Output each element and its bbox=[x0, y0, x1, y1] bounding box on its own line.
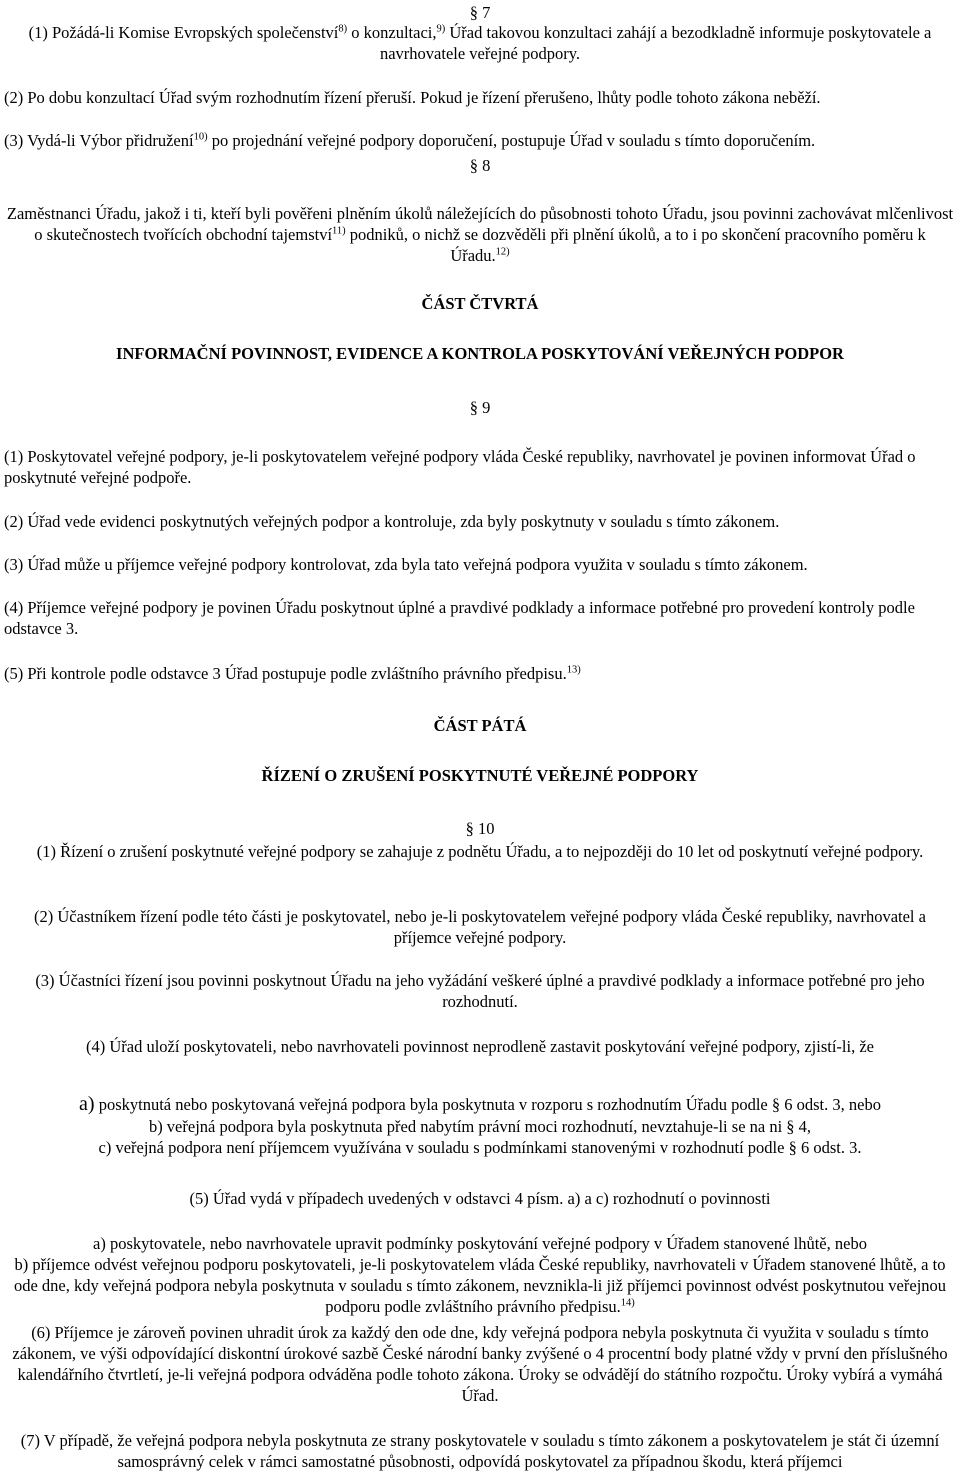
s9-paragraph-4: (4) Příjemce veřejné podpory je povinen Úřadu poskytnout úplné a pravdivé podklady a informace potřebné pro provedení kontroly podle odstavce 3. bbox=[4, 598, 915, 638]
s10-item-b: b) veřejná podpora byla poskytnuta před nabytím právní moci rozhodnutí, nevztahuje-li se na ni § 4, bbox=[148, 1117, 812, 1136]
part-4-title: ČÁST ČTVRTÁ bbox=[421, 294, 539, 313]
s7-paragraph-2: (2) Po dobu konzultací Úřad svým rozhodnutím řízení přeruší. Pokud je řízení přerušeno, lhůty podle tohoto zákona neběží. bbox=[4, 88, 821, 107]
s9-paragraph-1: (1) Poskytovatel veřejné podpory, je-li poskytovatelem veřejné podpory vláda České republiky, navrhovatel je povinen informovat Úřad o poskytnuté veřejné podpoře. bbox=[4, 447, 916, 487]
section-7-heading: § 7 bbox=[469, 3, 491, 22]
s10-paragraph-1: (1) Řízení o zrušení poskytnuté veřejné podpory se zahajuje z podnětu Úřadu, a to nejpozději do 10 let od poskytnutí veřejné podpory. bbox=[36, 842, 924, 861]
s10-item-c: c) veřejná podpora není příjemcem využívána v souladu s podmínkami stanovenými v rozhodnutí podle § 6 odst. 3. bbox=[98, 1138, 862, 1157]
footnote-ref: 8) bbox=[338, 23, 348, 35]
footnote-ref: 12) bbox=[495, 246, 510, 258]
footnote-ref: 10) bbox=[193, 131, 208, 143]
s10-paragraph-4: (4) Úřad uloží poskytovateli, nebo navrhovateli povinnost neprodleně zastavit poskytování veřejné podpory, zjistí-li, že bbox=[86, 1037, 874, 1056]
section-8-heading: § 8 bbox=[469, 156, 491, 175]
part-5-title: ČÁST PÁTÁ bbox=[433, 716, 527, 735]
s10-para5-item-a: a) poskytovatele, nebo navrhovatele upravit podmínky poskytování veřejné podpory v Úřadem stanovené lhůtě, nebo bbox=[93, 1234, 867, 1253]
section-9-heading: § 9 bbox=[469, 398, 491, 417]
footnote-ref: 9) bbox=[436, 23, 446, 35]
s10-paragraph-5: (5) Úřad vydá v případech uvedených v odstavci 4 písm. a) a c) rozhodnutí o povinnosti bbox=[189, 1189, 771, 1208]
s7-paragraph-3: (3) Vydá-li Výbor přidružení$^{10)}$ po projednání veřejné podpory doporučení, postupuje Úřad v souladu s tímto doporučením. bbox=[4, 131, 816, 150]
s10-paragraph-2: (2) Účastníkem řízení podle této části je poskytovatel, nebo je-li poskytovatelem veřejné podpory vláda České republiky, navrhovatel a příjemce veřejné podpory. bbox=[34, 907, 926, 947]
s9-paragraph-3: (3) Úřad může u příjemce veřejné podpory kontrolovat, zda byla tato veřejná podpora využita v souladu s tímto zákonem. bbox=[4, 555, 808, 574]
s8-paragraph-1: Zaměstnanci Úřadu, jakož i ti, kteří byli pověřeni plněním úkolů náležejících do působnosti tohoto Úřadu, jsou povinni zachovávat mlčenlivost o skutečnostech tvořících obchodní tajemství$^{11)}$ podniků, o nichž se dozvěděli při plnění úkolů, a to i po skončení pracovního poměru k Úřadu.$^{12)}$ bbox=[6, 204, 954, 265]
item-letter: a) bbox=[79, 1093, 95, 1115]
footnote-ref: 13) bbox=[566, 664, 581, 676]
s10-paragraph-7: (7) V případě, že veřejná podpora nebyla poskytnuta ze strany poskytovatele v souladu s tímto zákonem a poskytovatelem je stát či územní samosprávný celek v rámci samostatné působnosti, odpovídá poskytovatel za případnou škodu, která příjemci bbox=[20, 1431, 940, 1471]
part-5-subtitle: ŘÍZENÍ O ZRUŠENÍ POSKYTNUTÉ VEŘEJNÉ PODPORY bbox=[261, 766, 699, 785]
s9-paragraph-5: (5) Při kontrole podle odstavce 3 Úřad postupuje podle zvláštního právního předpisu.$^{13)}$ bbox=[4, 664, 581, 683]
s9-paragraph-2: (2) Úřad vede evidenci poskytnutých veřejných podpor a kontroluje, zda byly poskytnuty v souladu s tímto zákonem. bbox=[4, 512, 780, 531]
footnote-ref: 11) bbox=[332, 225, 346, 237]
s10-paragraph-3: (3) Účastníci řízení jsou povinni poskytnout Úřadu na jeho vyžádání veškeré úplné a pravdivé podklady a informace potřebné pro jeho rozhodnutí. bbox=[35, 971, 925, 1011]
s7-paragraph-1: (1) Požádá-li Komise Evropských společenství$^{8)}$ o konzultaci,$^{9)}$ Úřad takovou konzultaci zahájí a bezodkladně informuje poskytovatele a navrhovatele veřejné podpory. bbox=[28, 23, 932, 63]
s10-paragraph-6: (6) Příjemce je zároveň povinen uhradit úrok za každý den ode dne, kdy veřejná podpora nebyla poskytnuta či využita v souladu s tímto zákonem, ve výši odpovídající diskontní úrokové sazbě České národní banky zvýšené o 4 procentní body platné vždy v první den příslušného kalendářního čtvrtletí, je-li veřejná podpora odváděna podle tohoto zákona. Úroky se odvádějí do státního rozpočtu. Úroky vybírá a vymáhá Úřad. bbox=[12, 1323, 948, 1405]
s10-para5-item-b: b) příjemce odvést veřejnou podporu poskytovateli, je-li poskytovatelem vláda České republiky, navrhovateli v Úřadem stanovené lhůtě, a to ode dne, kdy veřejná podpora nebyla poskytnuta v souladu s tímto zákonem, nevznikla-li již příjemci povinnost odvést poskytnutou veřejnou podporu podle zvláštního právního předpisu.$^{14)}$ bbox=[13, 1255, 947, 1316]
section-10-heading: § 10 bbox=[465, 819, 495, 838]
s10-item-a: a) poskytnutá nebo poskytovaná veřejná podpora byla poskytnuta v rozporu s rozhodnutím Úřadu podle § 6 odst. 3, nebo bbox=[79, 1093, 881, 1115]
part-4-subtitle: INFORMAČNÍ POVINNOST, EVIDENCE A KONTROLA POSKYTOVÁNÍ VEŘEJNÝCH PODPOR bbox=[116, 344, 844, 363]
footnote-ref: 14) bbox=[620, 1297, 635, 1309]
